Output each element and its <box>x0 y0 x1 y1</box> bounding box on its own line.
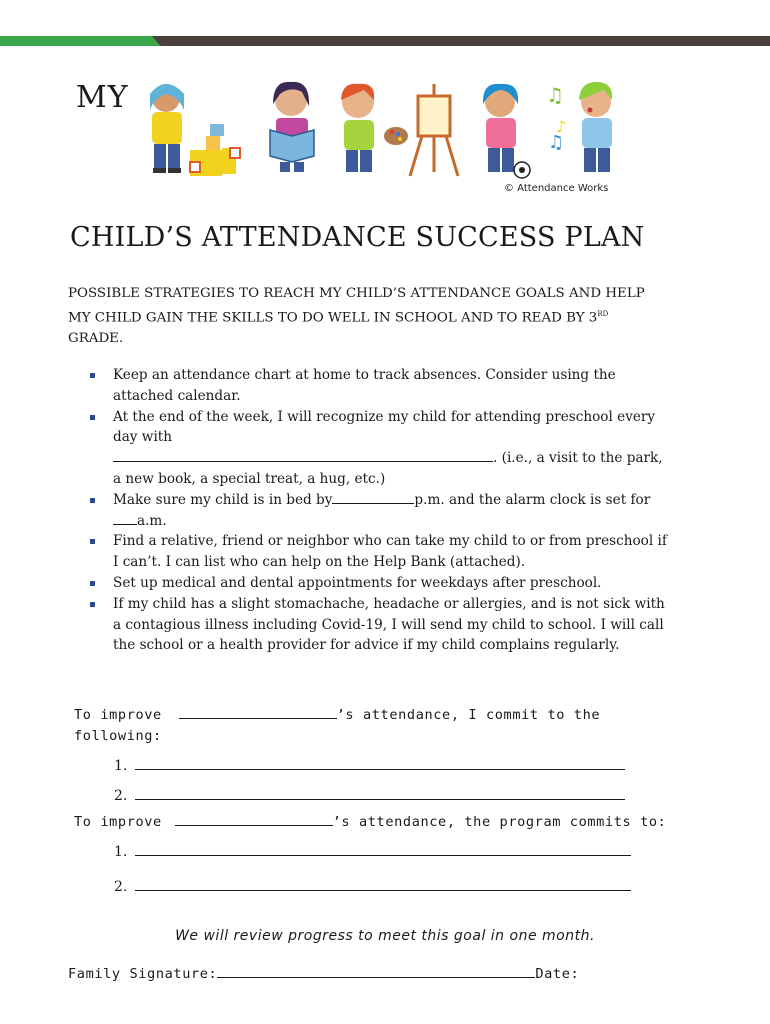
signature-row <box>68 964 579 982</box>
program-commit-suffix: ’s attendance, the program commits to: <box>332 814 667 830</box>
copyright-notice: © Attendance Works <box>504 183 609 194</box>
signature-field[interactable] <box>217 964 535 978</box>
child-reading-icon <box>270 82 314 172</box>
intro-superscript: RD <box>597 310 609 318</box>
program-commit-line-2[interactable] <box>135 877 631 891</box>
review-note: We will review progress to meet this goal in one month. <box>175 928 595 944</box>
intro-text <box>68 283 718 349</box>
strategy-item <box>88 531 668 573</box>
date-label: Date: <box>535 966 580 982</box>
strategy-item <box>88 407 668 490</box>
intro-line-1: POSSIBLE STRATEGIES TO REACH MY CHILD’S ATTENDANCE GOALS AND HELP <box>68 286 645 301</box>
family-commit-prefix: To improve <box>74 707 162 723</box>
family-commit-item-2 <box>114 786 625 804</box>
strategy-item <box>88 573 668 594</box>
child-with-ball-icon <box>483 84 530 178</box>
family-child-name-field[interactable] <box>179 706 337 719</box>
children-activities-illustration <box>138 76 628 186</box>
svg-text:♪: ♪ <box>556 117 567 136</box>
strategy-text: Keep an attendance chart at home to track absences. Consider using the attached calendar. <box>113 367 616 404</box>
strategy-text: Find a relative, friend or neighbor who can take my child to or from preschool if I can’t. I can list who can help on the Help Bank (attached). <box>113 533 667 571</box>
strategy-list <box>88 365 668 656</box>
svg-text:♫: ♫ <box>546 83 564 107</box>
family-commit-text <box>74 705 600 747</box>
top-bar-dark <box>152 36 770 46</box>
page-title: CHILD’S ATTENDANCE SUCCESS PLAN <box>70 222 645 253</box>
child-singing-icon <box>546 82 612 172</box>
item-number: 2. <box>114 788 128 804</box>
child-painting-icon <box>341 84 408 172</box>
program-commit-item-1 <box>114 842 631 860</box>
intro-line-2: MY CHILD GAIN THE SKILLS TO DO WELL IN SCHOOL AND TO READ BY 3 <box>68 310 598 326</box>
strategy-item <box>88 365 668 407</box>
reward-blank-field[interactable] <box>113 449 493 462</box>
family-commit-suffix: ’s attendance, I commit to the <box>336 707 601 723</box>
item-number: 2. <box>114 879 128 895</box>
intro-line-3: GRADE. <box>68 331 124 347</box>
strategy-text: At the end of the week, I will recognize my child for attending preschool every day with <box>113 408 656 446</box>
my-label: MY <box>76 80 129 115</box>
top-bar-green <box>0 36 160 46</box>
family-commit-suffix-2: following: <box>74 728 162 744</box>
family-commit-item-1 <box>114 756 625 774</box>
top-accent-bar <box>0 36 770 46</box>
program-commit-prefix: To improve <box>74 814 162 830</box>
strategy-text: a.m. <box>137 512 167 529</box>
strategy-text: If my child has a slight stomachache, headache or allergies, and is not sick with a contagious illness including Covid-19, I will send my child to school. I will call the school or a health provider for advice if my child complains regularly. <box>113 595 665 654</box>
strategy-text: . (i.e., a visit to the park, a new book, a special treat, a hug, etc.) <box>113 450 663 487</box>
child-with-blocks-icon <box>150 84 240 176</box>
strategy-text: Make sure my child is in bed by <box>113 491 333 508</box>
program-commit-item-2 <box>114 877 631 895</box>
family-commit-line-1[interactable] <box>135 756 625 770</box>
svg-text:♫: ♫ <box>548 132 565 153</box>
signature-label: Family Signature: <box>68 966 218 982</box>
program-commit-text <box>74 812 666 833</box>
strategy-text: Set up medical and dental appointments for weekdays after preschool. <box>113 574 602 591</box>
item-number: 1. <box>114 844 128 860</box>
item-number: 1. <box>114 758 128 774</box>
program-child-name-field[interactable] <box>175 813 333 826</box>
program-commit-line-1[interactable] <box>135 842 631 856</box>
family-commit-line-2[interactable] <box>135 786 625 800</box>
strategy-item <box>88 594 668 656</box>
strategy-item <box>88 490 668 532</box>
alarm-time-blank-field[interactable] <box>113 512 137 525</box>
bedtime-blank-field[interactable] <box>332 491 414 504</box>
strategy-text: p.m. and the alarm clock is set for <box>414 491 651 508</box>
easel-icon <box>410 84 458 176</box>
